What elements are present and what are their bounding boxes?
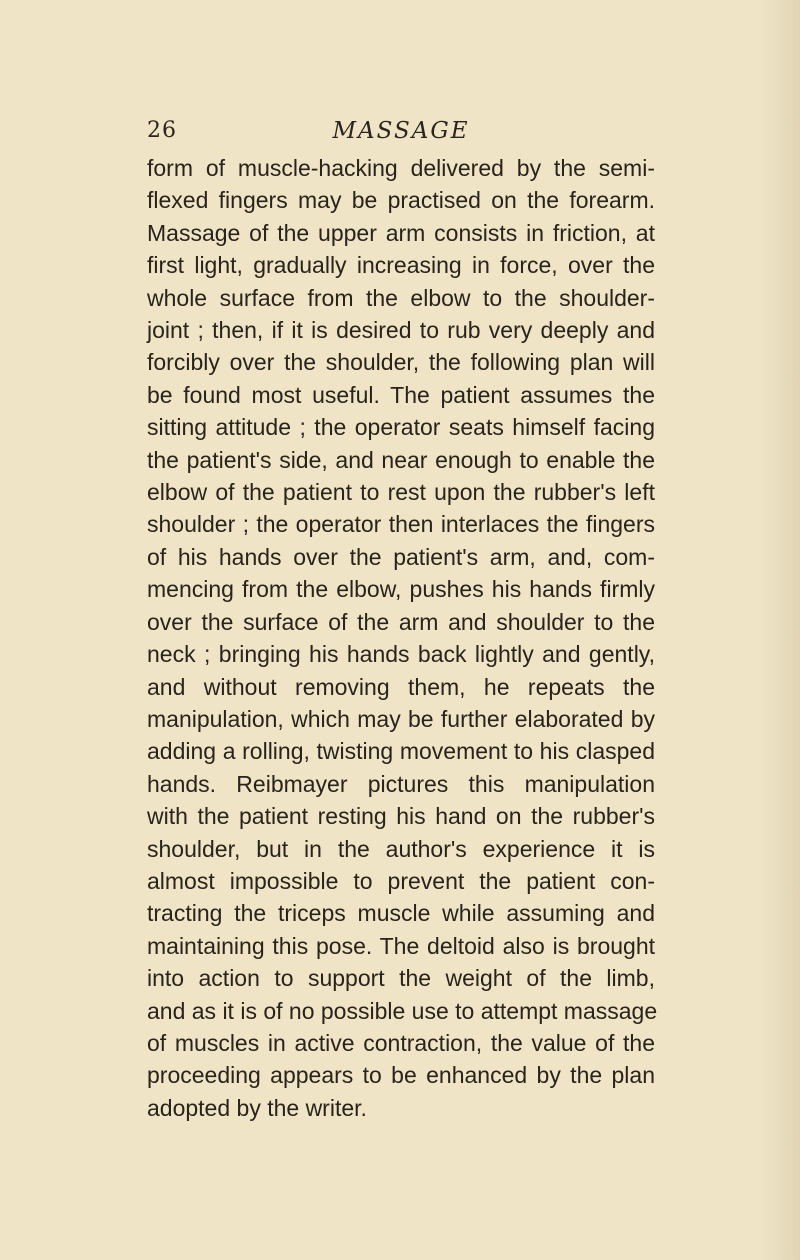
text-line: adding a rolling, twisting movement to his clasped — [147, 738, 655, 765]
text-line: and without removing them, he repeats the — [147, 673, 655, 700]
text-line: almost impossible to prevent the patient con- — [147, 867, 655, 894]
text-line-final: adopted by the writer. — [147, 1094, 367, 1121]
text-line: over the surface of the arm and shoulder to the — [147, 608, 655, 635]
text-line: first light, gradually increasing in force, over the — [147, 252, 655, 279]
body-paragraph — [147, 152, 658, 1124]
text-line: shoulder, but in the author's experience it is — [147, 835, 655, 862]
text-line: with the patient resting his hand on the rubber's — [147, 803, 655, 830]
text-line: elbow of the patient to rest upon the rubber's left — [147, 479, 655, 506]
text-line: manipulation, which may be further elaborated by — [147, 705, 655, 732]
text-line: flexed fingers may be practised on the forearm. — [147, 187, 655, 214]
text-line: whole surface from the elbow to the shoulder- — [147, 284, 655, 311]
text-line: forcibly over the shoulder, the following plan will — [147, 349, 655, 376]
text-line: hands. Reibmayer pictures this manipulation — [147, 770, 655, 797]
text-line: shoulder ; the operator then interlaces the fingers — [147, 511, 655, 538]
running-head: MASSAGE — [332, 118, 470, 144]
text-line: mencing from the elbow, pushes his hands firmly — [147, 576, 655, 603]
text-line: neck ; bringing his hands back lightly and gently, — [147, 641, 655, 668]
text-line: the patient's side, and near enough to enable the — [147, 446, 655, 473]
text-line: joint ; then, if it is desired to rub very deeply and — [147, 317, 655, 344]
text-line: tracting the triceps muscle while assuming and — [147, 900, 655, 927]
text-line: of muscles in active contraction, the value of the — [147, 1029, 655, 1056]
text-line: form of muscle-hacking delivered by the semi- — [147, 155, 655, 181]
text-line: and as it is of no possible use to attempt massage — [147, 997, 658, 1024]
page-number: 26 — [147, 118, 177, 143]
text-line: of his hands over the patient's arm, and, com- — [147, 543, 655, 570]
page-edge-shadow — [760, 0, 800, 1260]
text-line: sitting attitude ; the operator seats himself facing — [147, 414, 655, 441]
text-line: maintaining this pose. The deltoid also is brought — [147, 932, 655, 959]
text-line: be found most useful. The patient assumes the — [147, 381, 655, 408]
page-header — [147, 118, 655, 148]
text-line: into action to support the weight of the limb, — [147, 965, 655, 992]
text-line: Massage of the upper arm consists in friction, at — [147, 219, 655, 246]
text-line: proceeding appears to be enhanced by the plan — [147, 1062, 655, 1089]
